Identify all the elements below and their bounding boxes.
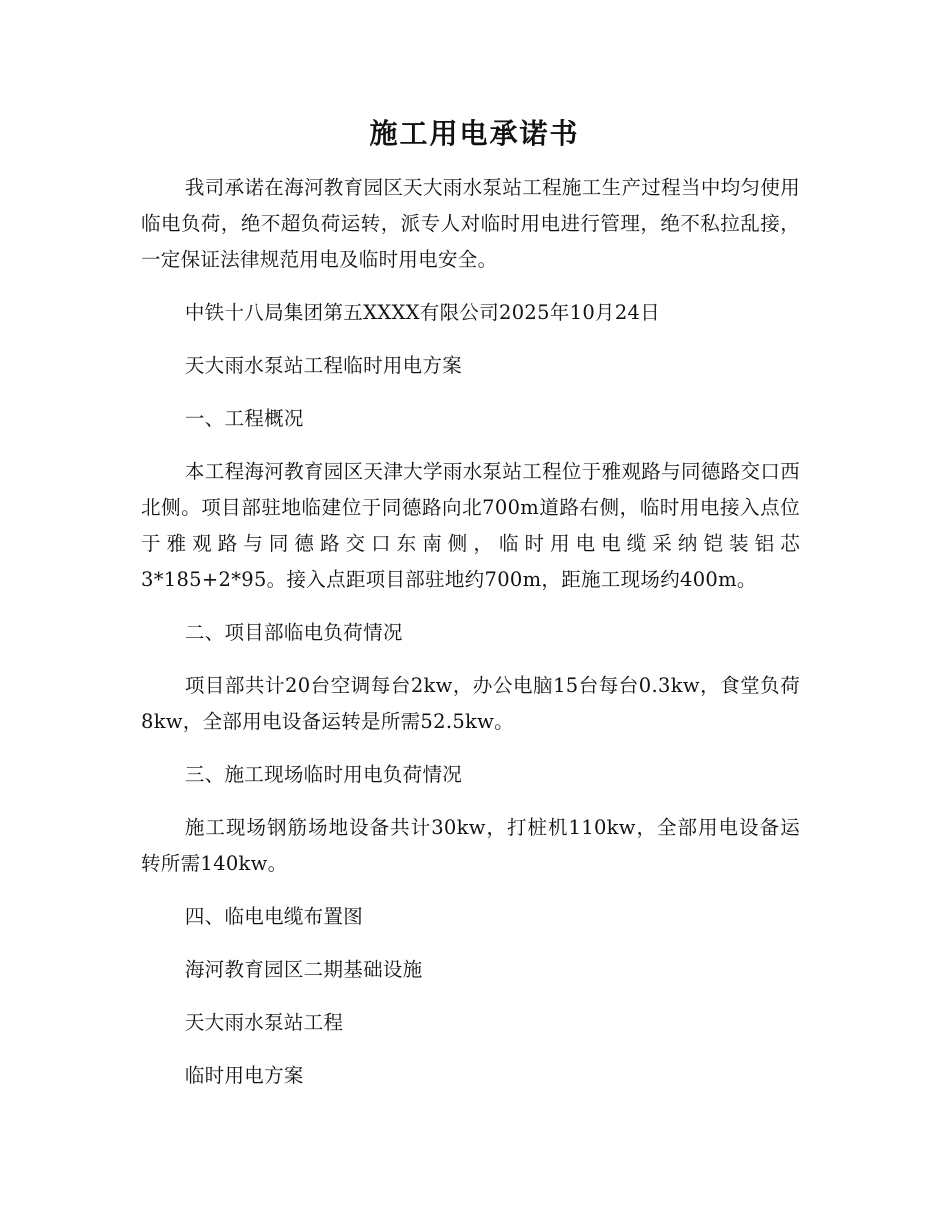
section-heading-site-load: 三、施工现场临时用电负荷情况 bbox=[184, 763, 463, 786]
section-heading-cable-layout: 四、临电电缆布置图 bbox=[184, 905, 364, 928]
section-heading-overview: 一、工程概况 bbox=[184, 407, 304, 430]
cover-line-station: 天大雨水泵站工程 bbox=[184, 1011, 344, 1034]
office-load-paragraph: 项目部共计20台空调每台2kw，办公电脑15台每台0.3kw，食堂负荷8kw，全部用电设备运转是所需52.5kw。 bbox=[141, 674, 800, 733]
signature-line: 中铁十八局集团第五XXXX有限公司2025年10月24日 bbox=[184, 301, 661, 324]
commitment-paragraph: 我司承诺在海河教育园区天大雨水泵站工程施工生产过程当中均匀使用临电负荷，绝不超负荷运转，派专人对临时用电进行管理，绝不私拉乱接，一定保证法律规范用电及临时用电安全。 bbox=[141, 176, 800, 271]
document-title: 施工用电承诺书 bbox=[369, 117, 580, 150]
cover-line-project: 海河教育园区二期基础设施 bbox=[184, 958, 423, 981]
site-load-paragraph: 施工现场钢筋场地设备共计30kw，打桩机110kw，全部用电设备运转所需140kw。 bbox=[141, 816, 800, 875]
cover-line-plan: 临时用电方案 bbox=[184, 1064, 304, 1087]
overview-paragraph: 本工程海河教育园区天津大学雨水泵站工程位于雅观路与同德路交口西北侧。项目部驻地临建位于同德路向北700m道路右侧，临时用电接入点位于雅观路与同德路交口东南侧，临时用电电缆采纳铠装铝芯3*185+2*95。接入点距项目部驻地约700m，距施工现场约400m。 bbox=[141, 460, 800, 591]
plan-title-line: 天大雨水泵站工程临时用电方案 bbox=[184, 354, 463, 377]
section-heading-office-load: 二、项目部临电负荷情况 bbox=[184, 621, 403, 644]
